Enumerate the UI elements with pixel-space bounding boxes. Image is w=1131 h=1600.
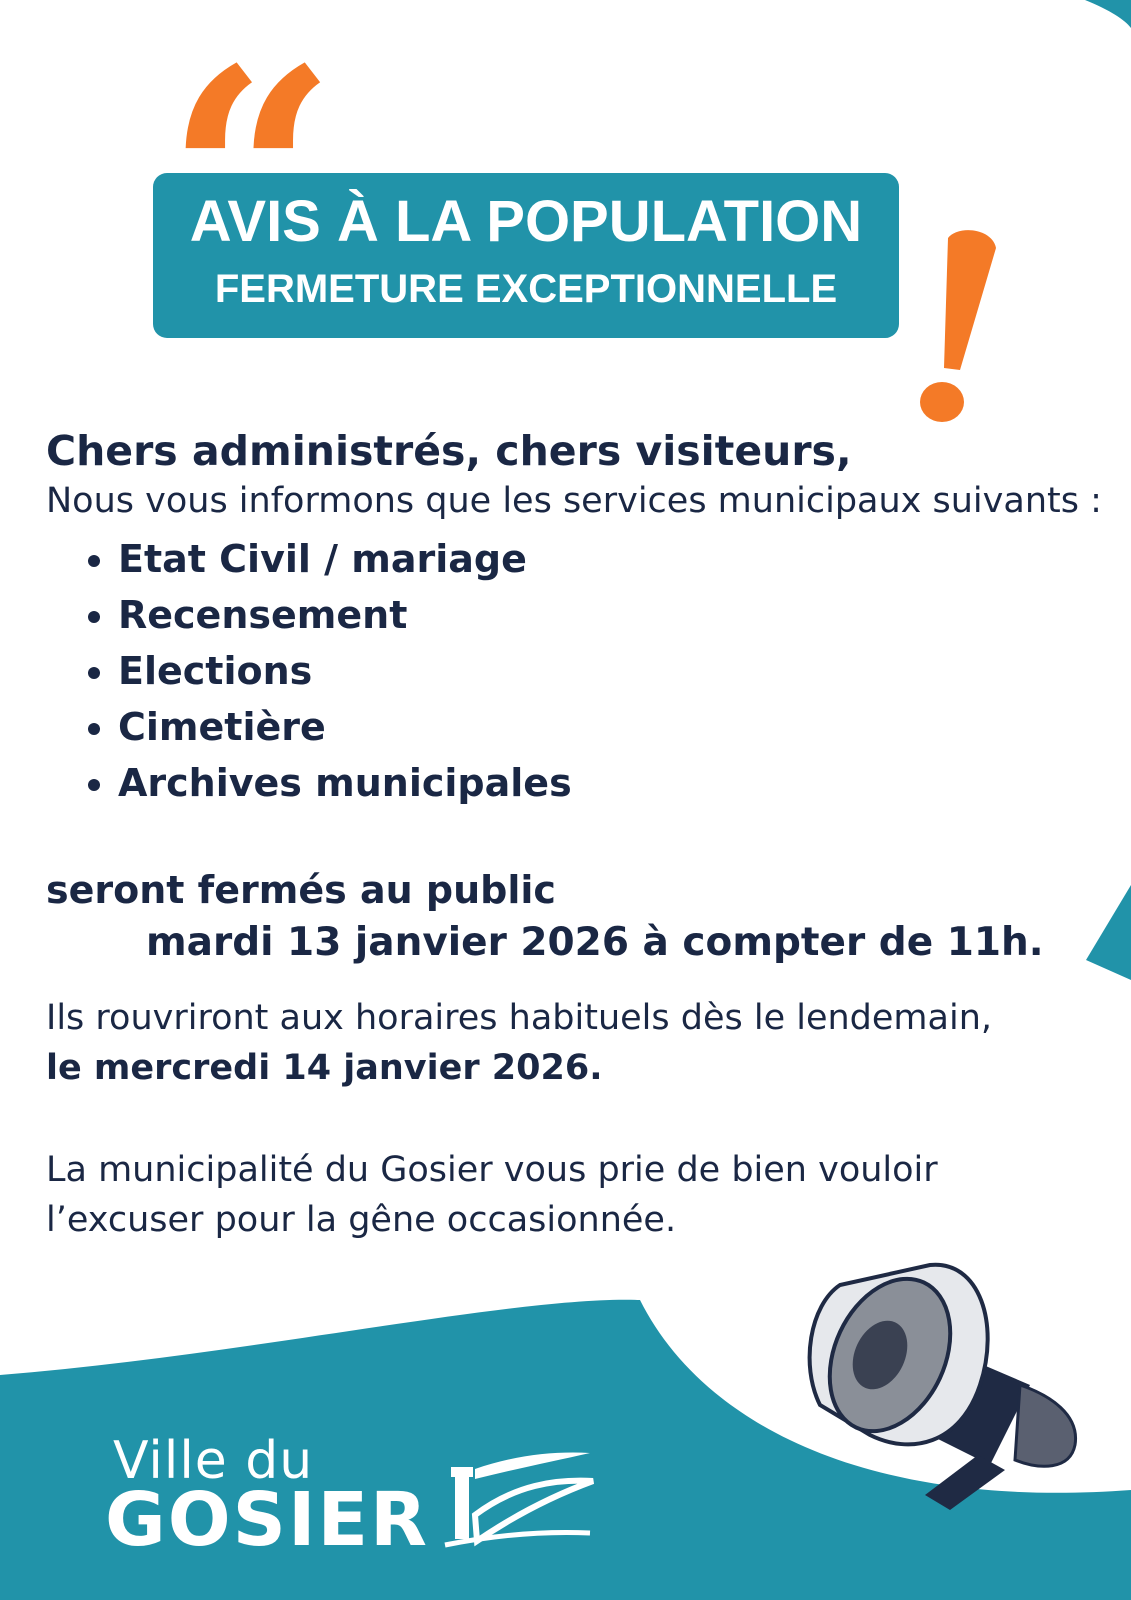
logo-line2: GOSIER (105, 1477, 430, 1563)
greeting: Chers administrés, chers visiteurs, (46, 427, 852, 475)
apology-text: La municipalité du Gosier vous prie de bien vouloir l’excuser pour la gêne occasionnée. (46, 1150, 938, 1240)
list-item: • Cimetière (118, 699, 1106, 755)
services-list (46, 531, 1106, 811)
megaphone-icon (800, 1245, 1100, 1515)
list-item: • Etat Civil / mariage (118, 531, 1106, 587)
title-banner (153, 173, 899, 338)
list-item: • Elections (118, 643, 1106, 699)
intro-text: Nous vous informons que les services municipaux suivants : (46, 481, 1102, 521)
reopen-date: le mercredi 14 janvier 2026. (46, 1048, 603, 1088)
list-item: • Archives municipales (118, 755, 1106, 811)
ville-du-gosier-logo (105, 1431, 585, 1563)
closure-date: mardi 13 janvier 2026 à compter de 11h. (146, 920, 1044, 965)
list-item: • Recensement (118, 587, 1106, 643)
page-subtitle: FERMETURE EXCEPTIONNELLE (214, 267, 838, 311)
reopen-line: Ils rouvriront aux horaires habituels dès le lendemain, (46, 998, 993, 1038)
lighthouse-icon (435, 1445, 595, 1555)
exclamation-icon (900, 220, 1010, 430)
page-title: AVIS À LA POPULATION (189, 189, 863, 254)
logo-line1: Ville du (113, 1431, 314, 1491)
notice-body (46, 425, 1106, 1245)
closure-line: seront fermés au public (46, 868, 556, 912)
